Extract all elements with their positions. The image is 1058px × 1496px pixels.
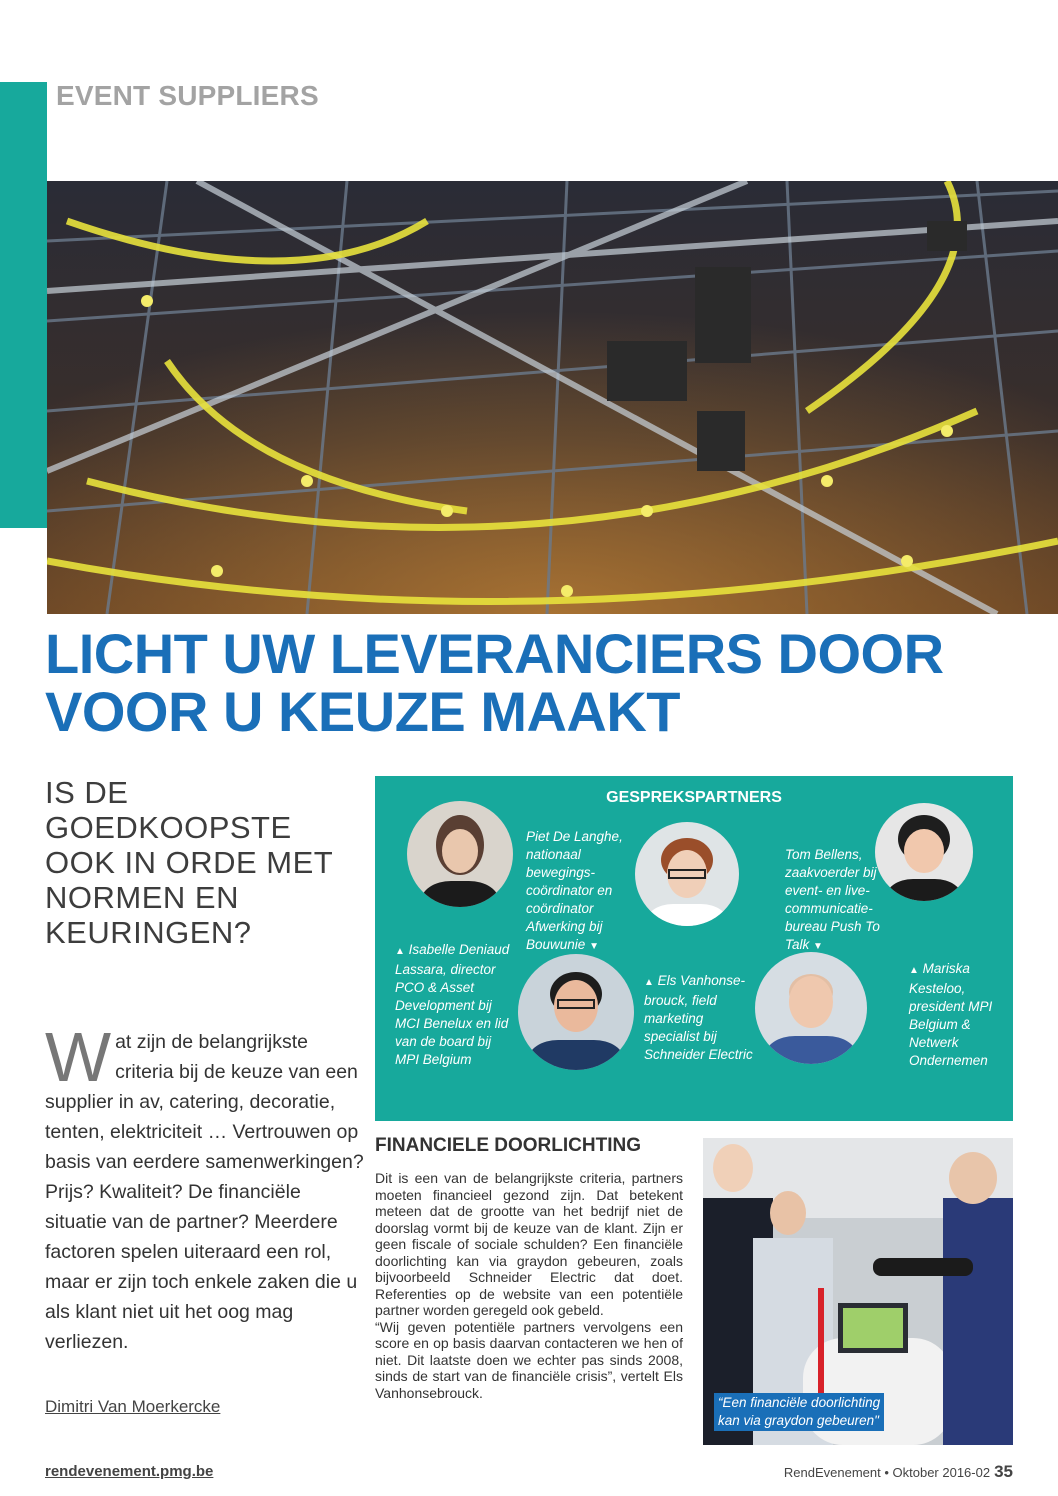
portrait-isabelle bbox=[407, 801, 513, 907]
intro-paragraph bbox=[45, 1018, 365, 1357]
intro-text: at zijn de belangrijkste criteria bij de keuze van een supplier in av, catering, decoratie, tenten, elektriciteit … Vertrouwen op basis van eerdere samenwerkingen? Prijs? Kwaliteit? De financiële situatie van de partner? Meerdere factoren spelen uiteraard een rol, maar er zijn toch enkele zaken die u als klant niet uit het oog mag verliezen. bbox=[45, 1031, 364, 1353]
person-portrait-icon bbox=[518, 954, 634, 1070]
arrow-down-icon: ▼ bbox=[813, 941, 823, 952]
caption-piet: Piet De Langhe, nationaal bewegings-coördinator en coördinator Afwerking bij Bouwunie ▼ bbox=[526, 829, 623, 952]
caption-tom: Tom Bellens, zaakvoerder bij event- en live-communicatie-bureau Push To Talk ▼ bbox=[785, 847, 880, 952]
person-portrait-icon bbox=[635, 822, 739, 926]
hero-photo bbox=[47, 181, 1058, 614]
partners-title: GESPREKSPARTNERS bbox=[606, 789, 782, 806]
portrait-els bbox=[518, 954, 634, 1070]
footer-issue-info bbox=[784, 1462, 1013, 1482]
financial-paragraph-2: “Wij geven potentiële partners vervolgens een score en op basis daarvan contacteren we hen of niet. Dit laatste doen we echter pas sinds 2008, sinds de start van de financiële crisis”, vertelt Els Vanhonsebrouck. bbox=[375, 1318, 683, 1401]
person-portrait-icon bbox=[407, 801, 513, 907]
partners-panel bbox=[375, 776, 1013, 1121]
article-headline bbox=[45, 622, 1045, 743]
footer-issue: RendEvenement • Oktober 2016-02 bbox=[783, 1465, 991, 1480]
caption-els: ▲ Els Vanhonse-brouck, field marketing specialist bij Schneider Electric bbox=[644, 973, 753, 1062]
footer-website-link[interactable]: rendevenement.pmg.be bbox=[45, 1463, 214, 1480]
arrow-up-icon: ▲ bbox=[909, 965, 919, 976]
arrow-down-icon: ▼ bbox=[589, 941, 599, 952]
section-accent-bar bbox=[0, 82, 47, 528]
caption-mariska: ▲ Mariska Kesteloo, president MPI Belgium & Netwerk Ondernemen bbox=[909, 961, 993, 1068]
arrow-up-icon: ▲ bbox=[395, 946, 405, 957]
photo-quote bbox=[714, 1393, 884, 1431]
headline-line-2: VOOR U KEUZE MAAKT bbox=[45, 680, 680, 743]
drop-cap: W bbox=[45, 1018, 112, 1096]
financial-section-body bbox=[375, 1170, 683, 1401]
page-number: 35 bbox=[994, 1462, 1013, 1481]
arrow-up-icon: ▲ bbox=[644, 977, 654, 988]
person-portrait-icon bbox=[755, 952, 867, 1064]
portrait-piet bbox=[635, 822, 739, 926]
portrait-mariska bbox=[755, 952, 867, 1064]
photo-quote-line-1: “Een financiële doorlichting bbox=[718, 1395, 881, 1410]
hero-truss-illustration bbox=[47, 181, 1058, 614]
person-portrait-icon bbox=[875, 803, 973, 901]
portrait-tom bbox=[875, 803, 973, 901]
caption-isabelle: ▲ Isabelle Deniaud Lassara, director PCO & Asset Development bij MCI Benelux en lid van de board bij MPI Belgium bbox=[395, 942, 510, 1067]
photo-quote-line-2: kan via graydon gebeuren" bbox=[718, 1413, 879, 1428]
financial-section-title: FINANCIELE DOORLICHTING bbox=[375, 1135, 641, 1156]
author-byline[interactable]: Dimitri Van Moerkercke bbox=[45, 1397, 221, 1416]
headline-line-1: LICHT UW LEVERANCIERS DOOR bbox=[45, 622, 944, 685]
article-subhead: IS DE GOEDKOOPSTE OOK IN ORDE MET NORMEN EN KEURINGEN? bbox=[45, 775, 333, 950]
section-label: EVENT SUPPLIERS bbox=[56, 80, 319, 111]
financial-paragraph-1: Dit is een van de belangrijkste criteria, partners moeten financieel gezond zijn. Dat betekent meteen dat de grootte van het bedrijf niet de doorslag vormt bij de keuze van de klant. Zijn er geen fiscale of sociale schulden? Een financiële doorlichting kan via graydon gebeuren, zoals bijvoorbeeld Schneider Electric dat doet. Referenties op de website van een potentiële partner worden geregeld ook gebeld. bbox=[375, 1170, 683, 1318]
